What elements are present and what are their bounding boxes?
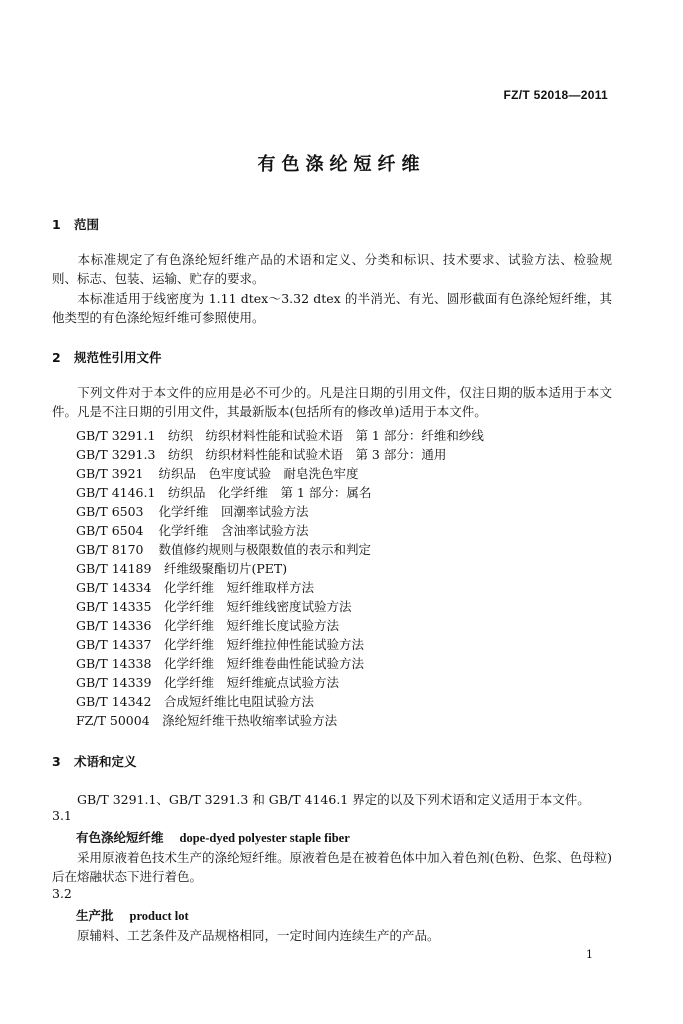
- reference-code: GB/T 4146.1: [76, 485, 156, 500]
- reference-item: [76, 711, 337, 729]
- scope-paragraph-1: [52, 250, 612, 288]
- reference-code: GB/T 6503: [76, 504, 144, 519]
- term-number: 3.2: [52, 886, 72, 901]
- reference-title: 纺织品 色牢度试验 耐皂洗色牢度: [158, 466, 359, 481]
- reference-item: [76, 597, 352, 615]
- reference-code: GB/T 3921: [76, 466, 144, 481]
- reference-code: GB/T 14342: [76, 694, 152, 709]
- reference-item: [76, 673, 339, 691]
- section-heading-terms: [52, 752, 137, 770]
- paragraph-text: 采用原液着色技术生产的涤纶短纤维。原液着色是在被着色体中加入着色剂(色粉、色浆、色母粒)后在熔融状态下进行着色。: [52, 850, 612, 884]
- paragraph-text: GB/T 3291.1、GB/T 3291.3 和 GB/T 4146.1 界定的以及下列术语和定义适用于本文件。: [77, 792, 590, 807]
- reference-title: 数值修约规则与极限数值的表示和判定: [158, 542, 372, 557]
- reference-item: [76, 616, 339, 634]
- reference-item: [76, 426, 484, 444]
- reference-code: GB/T 14189: [76, 561, 152, 576]
- reference-item: [76, 578, 314, 596]
- reference-code: GB/T 8170: [76, 542, 144, 557]
- terms-intro: [52, 790, 612, 809]
- paragraph-text: 本标准适用于线密度为 1.11 dtex～3.32 dtex 的半消光、有光、圆形截面有色涤纶短纤维，其他类型的有色涤纶短纤维可参照使用。: [52, 291, 612, 325]
- term-chinese: 有色涤纶短纤维: [76, 830, 164, 845]
- reference-item: [76, 483, 371, 501]
- section-heading-normative: [52, 348, 162, 366]
- reference-title: 纺织 纺织材料性能和试验术语 第 3 部分：通用: [167, 447, 447, 462]
- reference-title: 纺织品 化学纤维 第 1 部分：属名: [167, 485, 372, 500]
- reference-title: 涤纶短纤维干热收缩率试验方法: [162, 713, 338, 728]
- term-english: dope-dyed polyester staple fiber: [179, 831, 350, 845]
- reference-item: [76, 654, 364, 672]
- section-number: 2: [52, 350, 61, 365]
- reference-title: 化学纤维 含油率试验方法: [158, 523, 309, 538]
- reference-item: [76, 540, 371, 558]
- paragraph-text: 原辅料、工艺条件及产品规格相同，一定时间内连续生产的产品。: [77, 928, 440, 943]
- reference-code: FZ/T 50004: [76, 713, 150, 728]
- term-chinese: 生产批: [76, 908, 114, 923]
- reference-item: [76, 521, 309, 539]
- section-number: 3: [52, 754, 61, 769]
- reference-title: 化学纤维 短纤维拉伸性能试验方法: [163, 637, 364, 652]
- term-definition: [52, 848, 612, 886]
- reference-item: [76, 635, 364, 653]
- reference-code: GB/T 14337: [76, 637, 152, 652]
- section-heading-scope: [52, 215, 99, 233]
- reference-code: GB/T 14335: [76, 599, 152, 614]
- reference-code: GB/T 3291.1: [76, 428, 156, 443]
- page-number: 1: [586, 948, 593, 961]
- term-number: 3.1: [52, 808, 72, 823]
- term-definition: [52, 926, 612, 945]
- reference-title: 化学纤维 短纤维线密度试验方法: [163, 599, 352, 614]
- reference-title: 化学纤维 短纤维疵点试验方法: [163, 675, 339, 690]
- reference-title: 合成短纤维比电阻试验方法: [163, 694, 314, 709]
- reference-code: GB/T 14334: [76, 580, 152, 595]
- reference-code: GB/T 3291.3: [76, 447, 156, 462]
- normative-intro: [52, 383, 612, 421]
- reference-title: 纺织 纺织材料性能和试验术语 第 1 部分：纤维和纱线: [167, 428, 484, 443]
- page-title: 有色涤纶短纤维: [257, 154, 426, 175]
- reference-item: [76, 445, 446, 463]
- term-heading: [76, 828, 350, 846]
- reference-code: GB/T 6504: [76, 523, 144, 538]
- reference-title: 化学纤维 短纤维长度试验方法: [163, 618, 339, 633]
- term-english: product lot: [129, 909, 189, 923]
- reference-code: GB/T 14338: [76, 656, 152, 671]
- reference-item: [76, 502, 309, 520]
- reference-item: [76, 692, 314, 710]
- reference-title: 化学纤维 短纤维取样方法: [163, 580, 314, 595]
- reference-item: [76, 464, 359, 482]
- reference-title: 化学纤维 短纤维卷曲性能试验方法: [163, 656, 364, 671]
- standard-code: FZ/T 52018—2011: [503, 88, 608, 102]
- reference-code: GB/T 14336: [76, 618, 152, 633]
- section-title: 术语和定义: [74, 754, 137, 769]
- section-title: 规范性引用文件: [74, 350, 162, 365]
- reference-title: 化学纤维 回潮率试验方法: [158, 504, 309, 519]
- paragraph-text: 下列文件对于本文件的应用是必不可少的。凡是注日期的引用文件，仅注日期的版本适用于本文件。凡是不注日期的引用文件，其最新版本(包括所有的修改单)适用于本文件。: [52, 385, 612, 419]
- reference-code: GB/T 14339: [76, 675, 152, 690]
- section-number: 1: [52, 217, 61, 232]
- scope-paragraph-2: [52, 289, 612, 327]
- term-heading: [76, 906, 189, 924]
- reference-item: [76, 559, 287, 577]
- section-title: 范围: [74, 217, 100, 232]
- reference-title: 纤维级聚酯切片(PET): [163, 561, 288, 576]
- paragraph-text: 本标准规定了有色涤纶短纤维产品的术语和定义、分类和标识、技术要求、试验方法、检验规则、标志、包装、运输、贮存的要求。: [52, 252, 612, 286]
